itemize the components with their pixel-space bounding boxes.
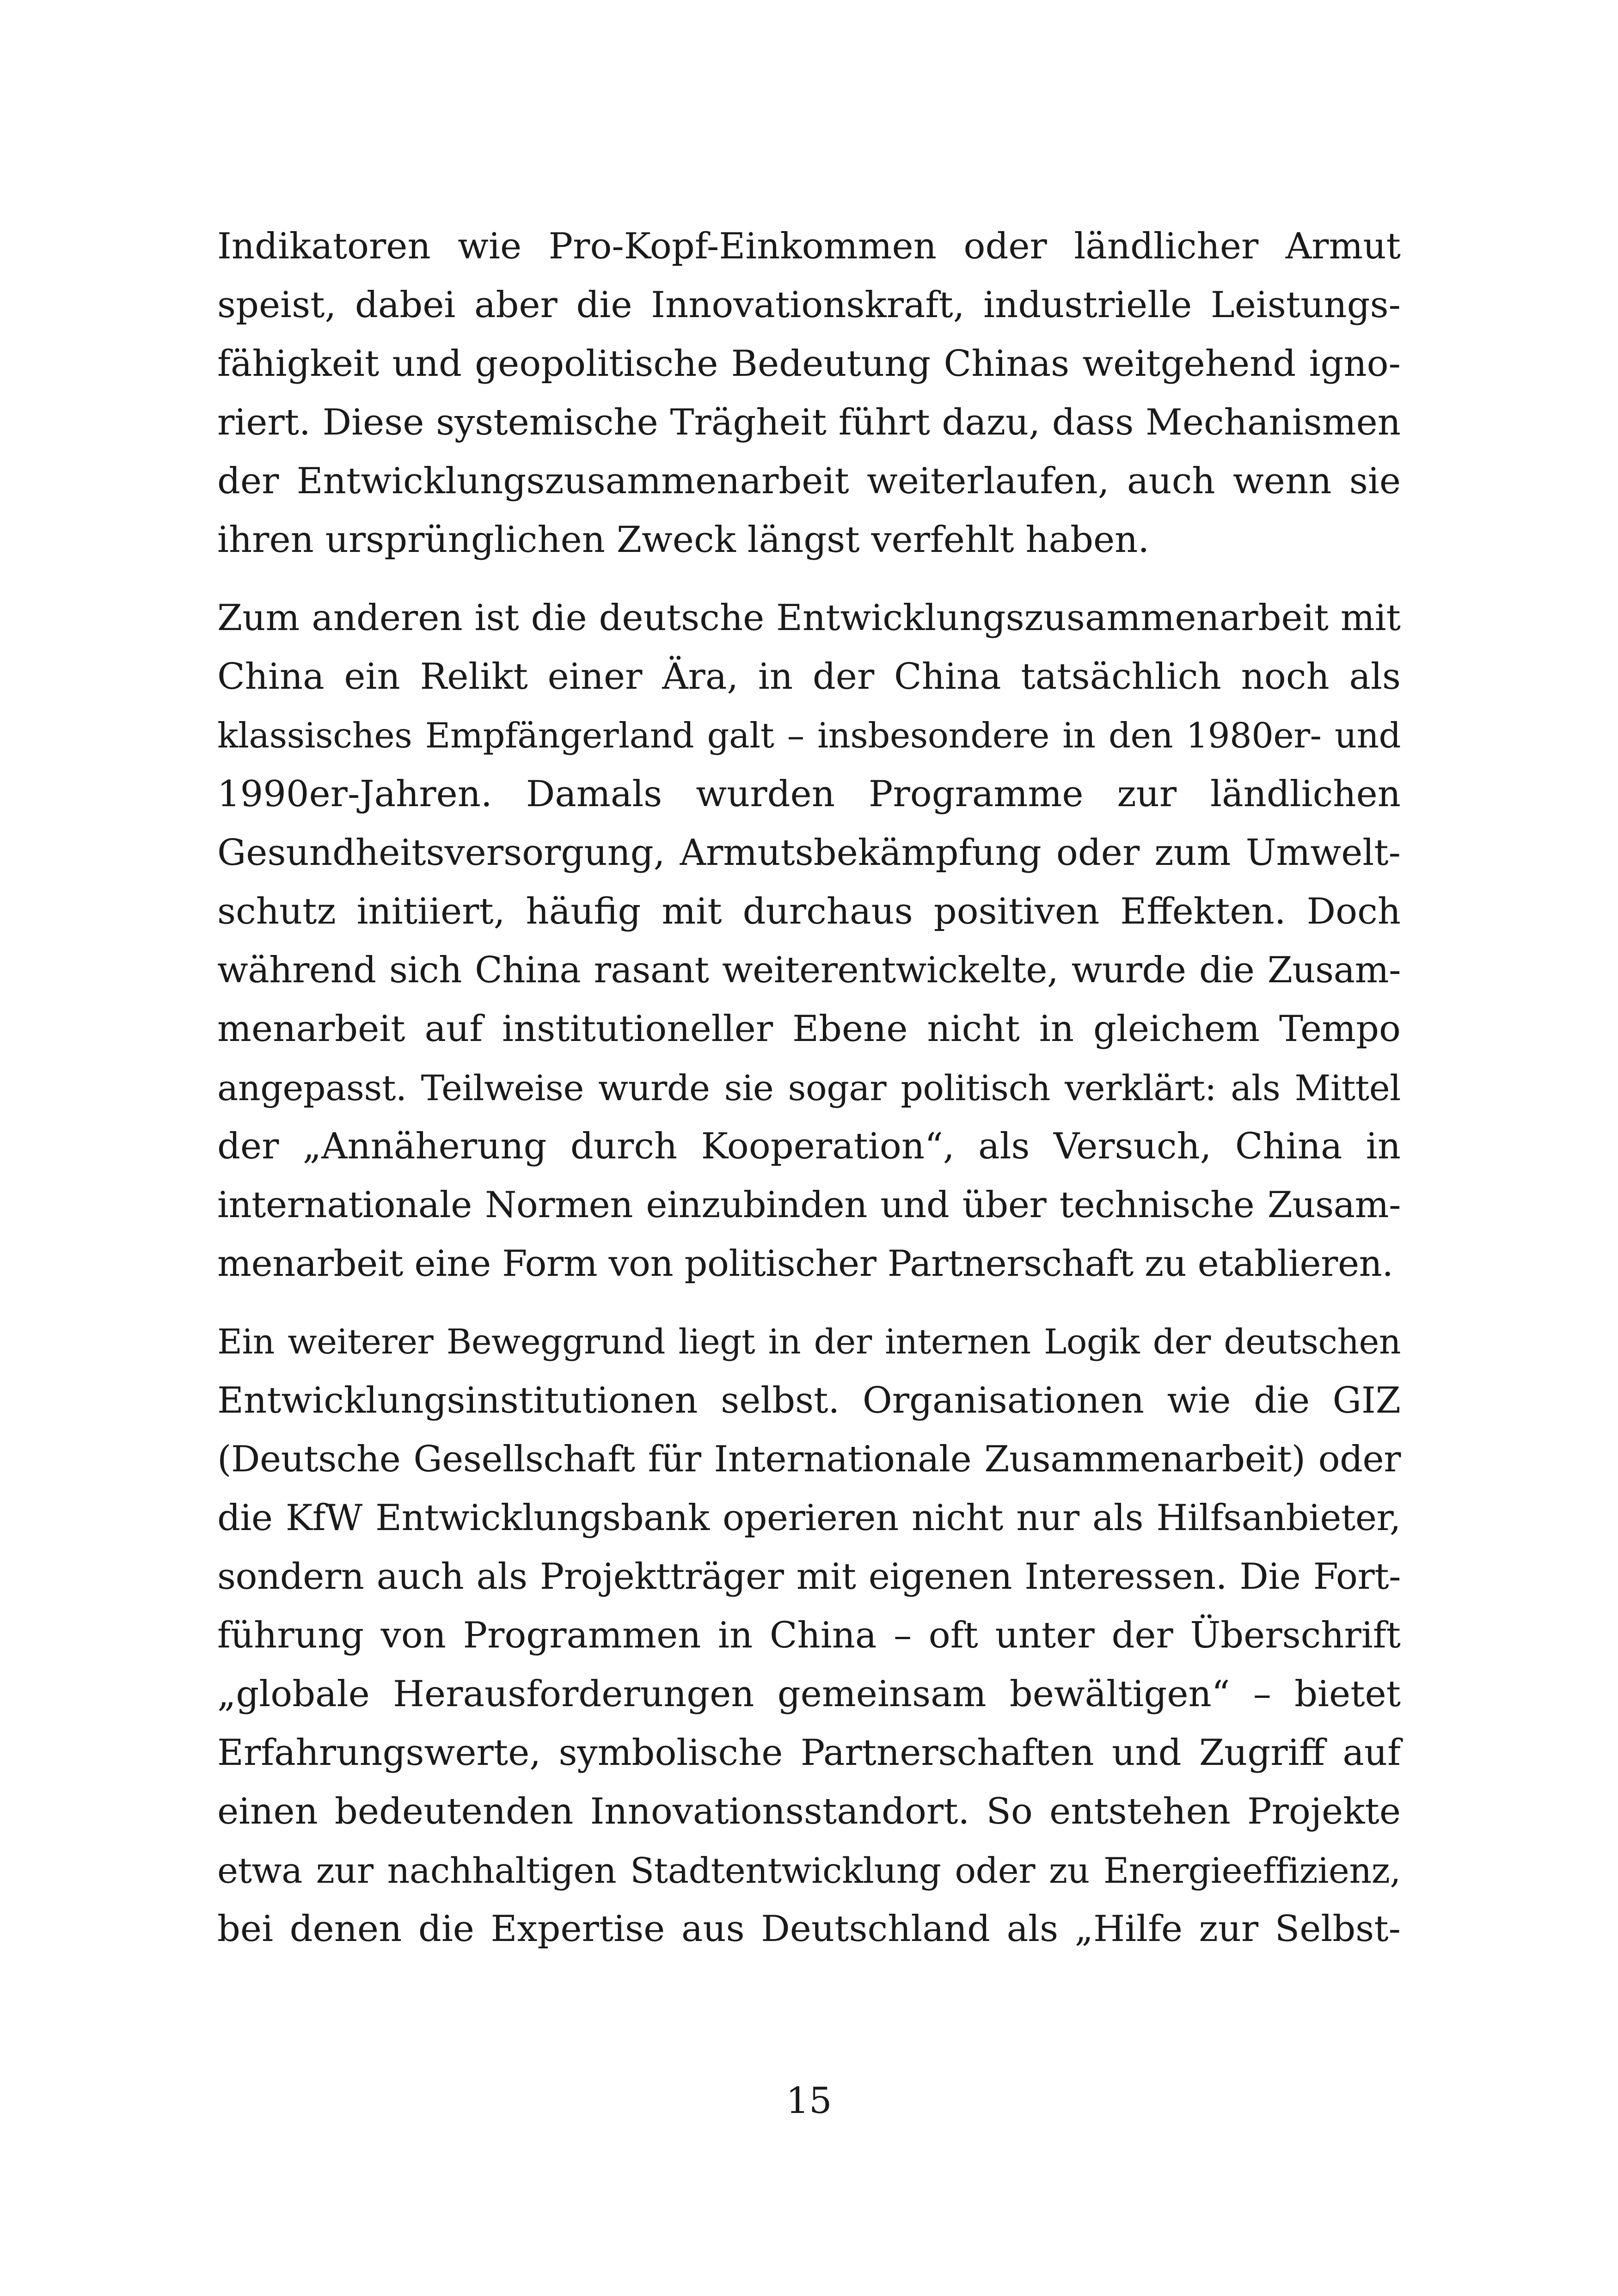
text-line: menarbeit auf institutioneller Ebene nicht in gleichem Tempo — [217, 1008, 1401, 1050]
text-line: fähigkeit und geopolitische Bedeutung Chinas weitgehend igno- — [217, 343, 1401, 385]
text-line: führung von Programmen in China – oft unter der Überschrift — [217, 1615, 1401, 1656]
text-line: etwa zur nachhaltigen Stadtentwicklung oder zu Energieeffizienz, — [217, 1850, 1401, 1891]
text-line: sondern auch als Projektträger mit eigenen Interessen. Die Fort- — [217, 1556, 1401, 1598]
text-line: der „Annäherung durch Kooperation“, als Versuch, China in — [217, 1126, 1401, 1167]
text-line: bei denen die Expertise aus Deutschland als „Hilfe zur Selbst- — [217, 1908, 1401, 1950]
text-line: Indikatoren wie Pro-Kopf-Einkommen oder ländlicher Armut — [217, 226, 1401, 267]
text-line: riert. Diese systemische Trägheit führt dazu, dass Mechanismen — [217, 402, 1401, 443]
text-line: internationale Normen einzubinden und über technische Zusam- — [217, 1184, 1401, 1226]
text-line: „globale Herausforderungen gemeinsam bewältigen“ – bietet — [217, 1673, 1401, 1715]
text-line: (Deutsche Gesellschaft für Internationale Zusammenarbeit) oder — [217, 1439, 1401, 1480]
text-line: Gesundheitsversorgung, Armutsbekämpfung oder zum Umwelt- — [217, 832, 1401, 874]
text-line: der Entwicklungszusammenarbeit weiterlaufen, auch wenn sie — [217, 460, 1401, 502]
text-line: China ein Relikt einer Ära, in der China tatsächlich noch als — [217, 656, 1401, 698]
paragraph-1 — [217, 217, 1401, 569]
text-line: die KfW Entwicklungsbank operieren nicht nur als Hilfsanbieter, — [217, 1497, 1401, 1539]
text-line: menarbeit eine Form von politischer Partnerschaft zu etablieren. — [217, 1243, 1393, 1285]
paragraph-3 — [217, 1313, 1401, 1959]
text-line: Ein weiterer Beweggrund liegt in der internen Logik der deutschen — [217, 1322, 1401, 1362]
text-line: klassisches Empfängerland galt – insbesondere in den 1980er- und — [217, 715, 1401, 756]
body-text — [217, 217, 1401, 1959]
paragraph-2 — [217, 589, 1401, 1293]
text-line: 1990er-Jahren. Damals wurden Programme zur ländlichen — [217, 773, 1401, 815]
text-line: Erfahrungswerte, symbolische Partnerschaften und Zugriff auf — [217, 1732, 1401, 1774]
text-line: schutz initiiert, häufig mit durchaus positiven Effekten. Doch — [217, 891, 1401, 932]
page-number: 15 — [786, 2080, 832, 2122]
text-line: Entwicklungsinstitutionen selbst. Organisationen wie die GIZ — [217, 1380, 1401, 1421]
text-line: angepasst. Teilweise wurde sie sogar politisch verklärt: als Mittel — [217, 1067, 1401, 1108]
text-line: speist, dabei aber die Innovationskraft, industrielle Leistungs- — [217, 284, 1401, 326]
text-line: einen bedeutenden Innovationsstandort. So entstehen Projekte — [217, 1791, 1401, 1832]
text-line: Zum anderen ist die deutsche Entwicklungszusammenarbeit mit — [217, 597, 1401, 639]
text-line: ihren ursprünglichen Zweck längst verfehlt haben. — [217, 519, 1150, 561]
text-line: während sich China rasant weiterentwickelte, wurde die Zusam- — [217, 949, 1401, 991]
